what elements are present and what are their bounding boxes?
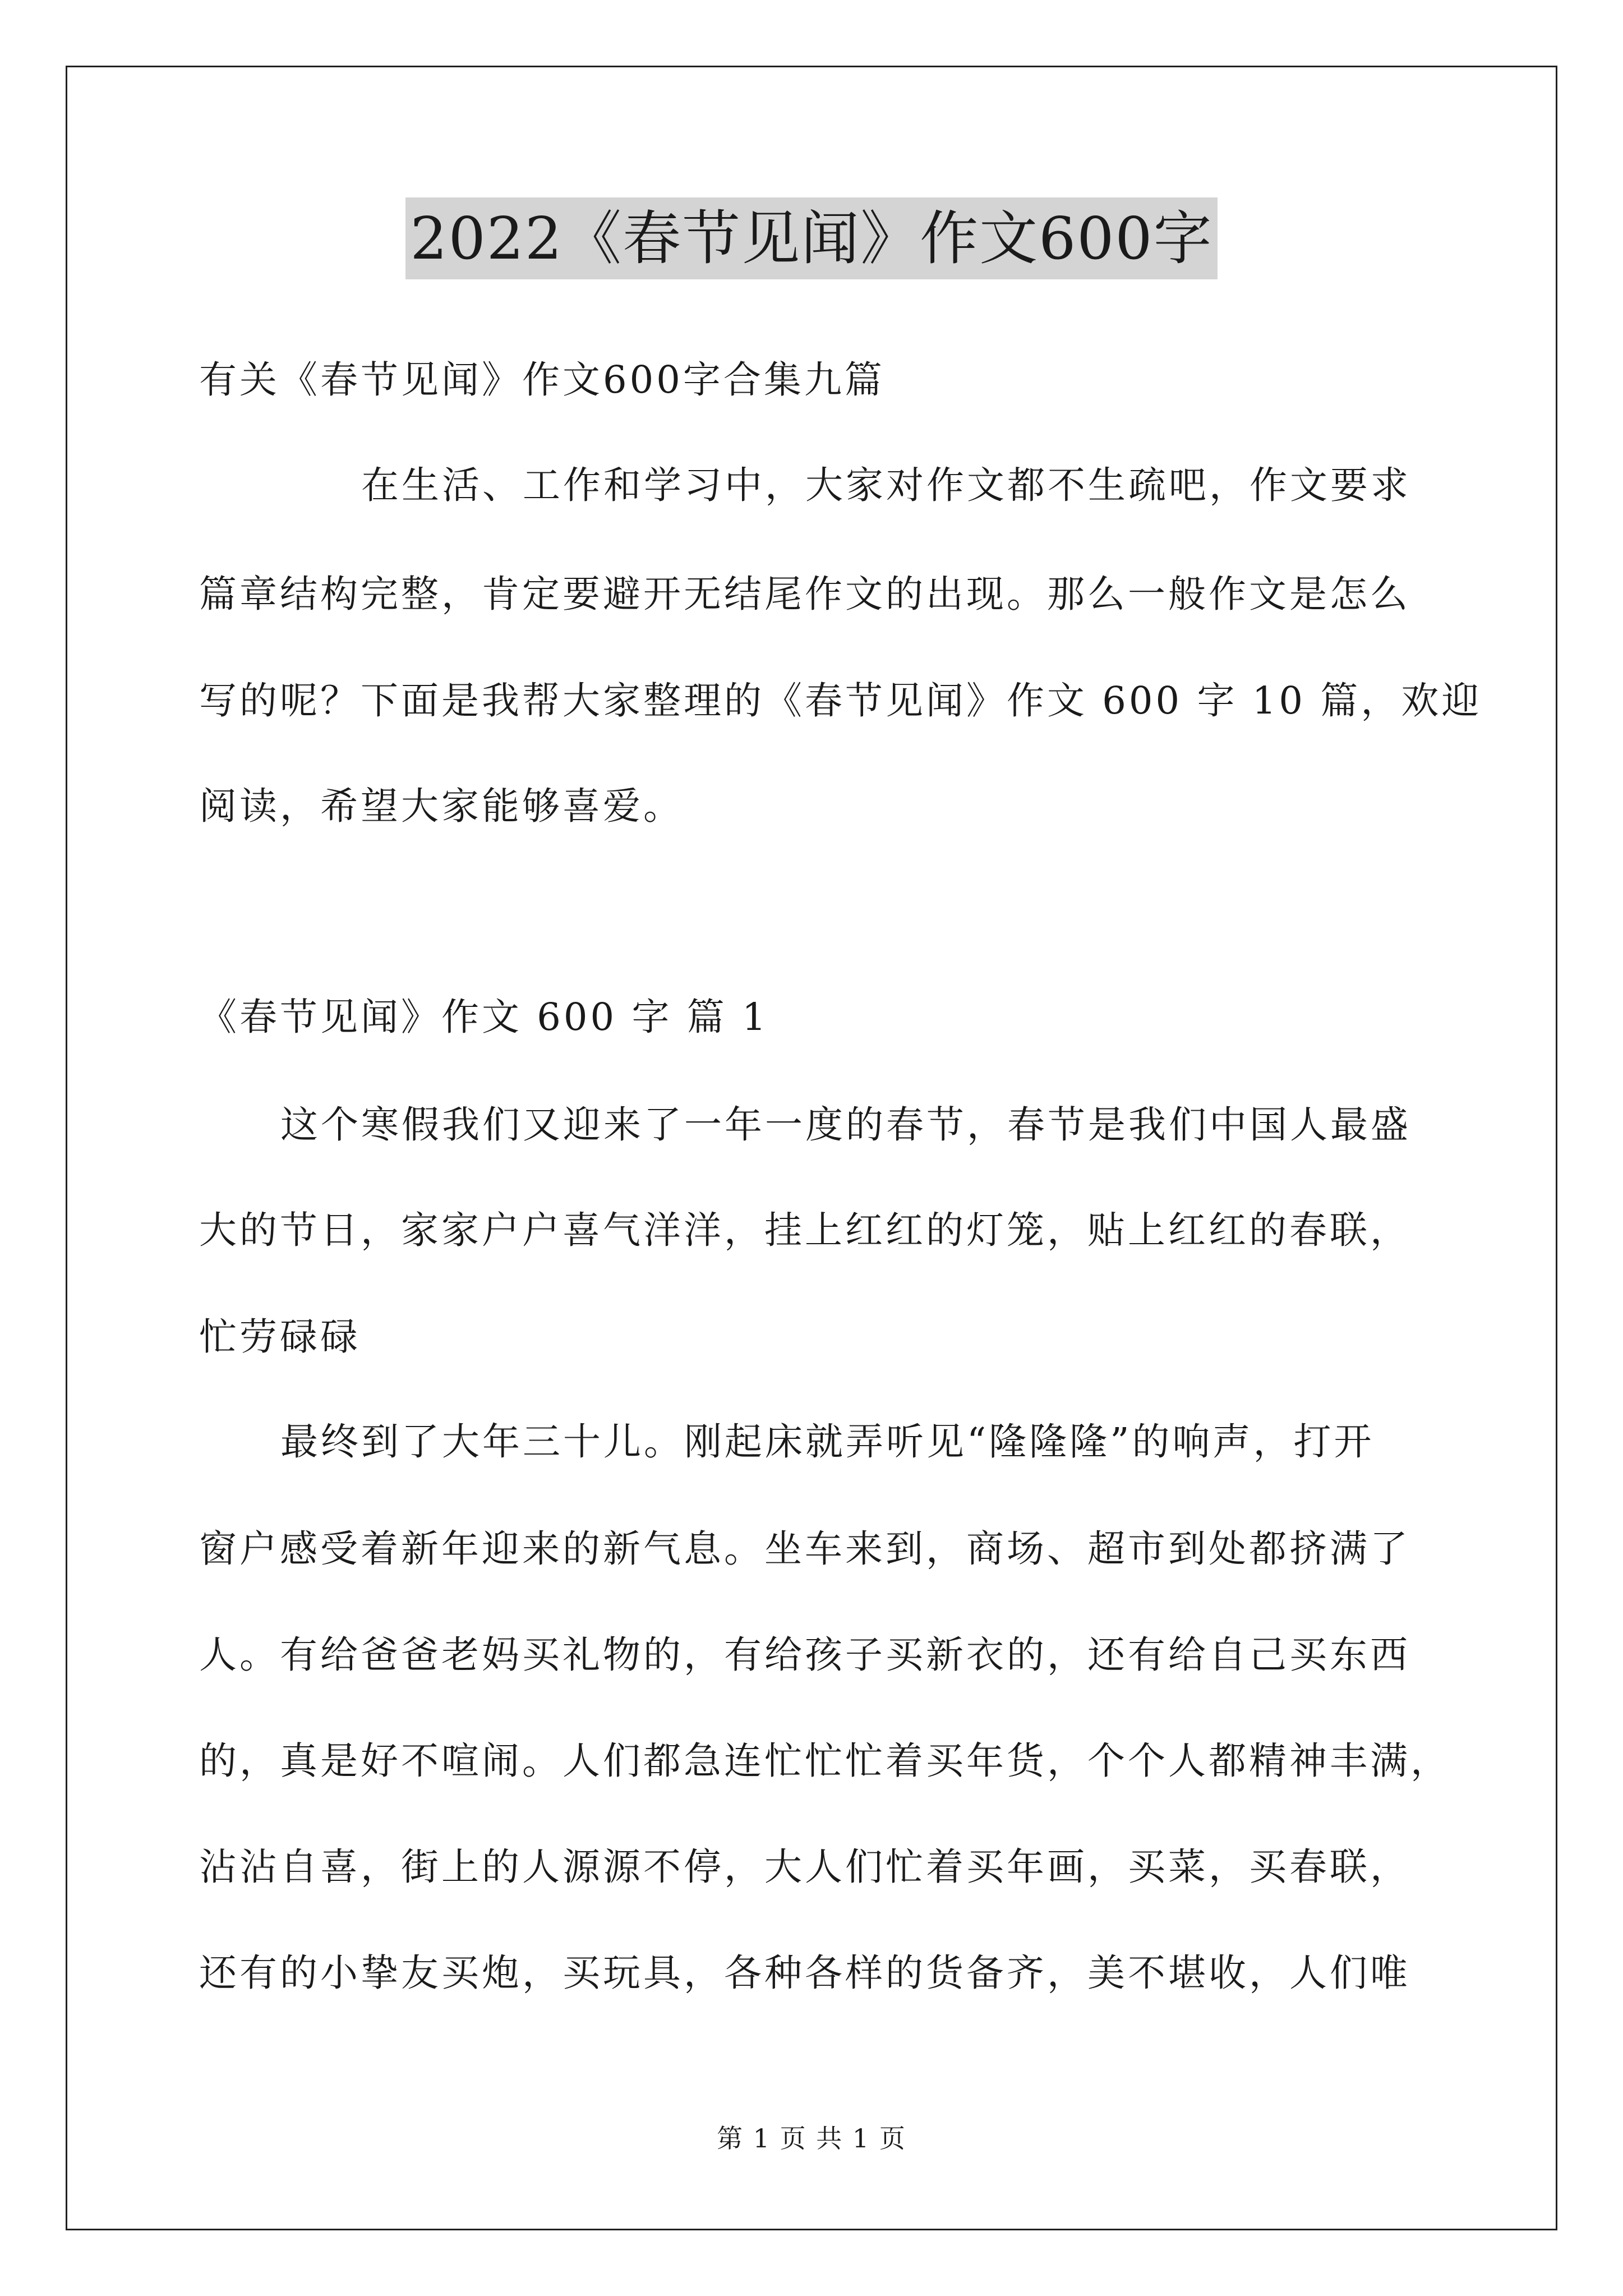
intro-line: 阅读，希望大家能够喜爱。 bbox=[199, 784, 684, 828]
paragraph-line: 还有的小挚友买炮，买玩具，各种各样的货备齐，美不堪收，人们唯 bbox=[199, 1951, 1410, 1995]
document-title: 2022《春节见闻》作文600字 bbox=[405, 197, 1217, 279]
paragraph-line: 沾沾自喜，街上的人源源不停，大人们忙着买年画，买菜，买春联， bbox=[199, 1845, 1410, 1889]
title-container bbox=[0, 197, 1623, 279]
intro-line: 篇章结构完整，肯定要避开无结尾作文的出现。那么一般作文是怎么 bbox=[199, 572, 1410, 616]
paragraph-line: 最终到了大年三十儿。刚起床就弄听见“隆隆隆”的响声，打开 bbox=[280, 1420, 1375, 1464]
intro-line: 在生活、工作和学习中，大家对作文都不生疏吧，作文要求 bbox=[361, 463, 1411, 507]
paragraph-line: 的，真是好不喧闹。人们都急连忙忙忙着买年货，个个人都精神丰满， bbox=[199, 1739, 1451, 1783]
paragraph-line: 窗户感受着新年迎来的新气息。坐车来到，商场、超市到处都挤满了 bbox=[199, 1527, 1410, 1571]
document-subtitle: 有关《春节见闻》作文600字合集九篇 bbox=[199, 358, 885, 402]
paragraph-line: 忙劳碌碌 bbox=[199, 1315, 361, 1359]
paragraph-line: 大的节日，家家户户喜气洋洋，挂上红红的灯笼，贴上红红的春联， bbox=[199, 1208, 1410, 1252]
paragraph-line: 这个寒假我们又迎来了一年一度的春节，春节是我们中国人最盛 bbox=[280, 1103, 1411, 1147]
section-heading: 《春节见闻》作文 600 字 篇 1 bbox=[199, 995, 769, 1039]
page-number-footer: 第 1 页 共 1 页 bbox=[717, 2123, 906, 2154]
intro-line: 写的呢？下面是我帮大家整理的《春节见闻》作文 600 字 10 篇，欢迎 bbox=[199, 679, 1482, 723]
paragraph-line: 人。有给爸爸老妈买礼物的，有给孩子买新衣的，还有给自己买东西 bbox=[199, 1633, 1410, 1677]
